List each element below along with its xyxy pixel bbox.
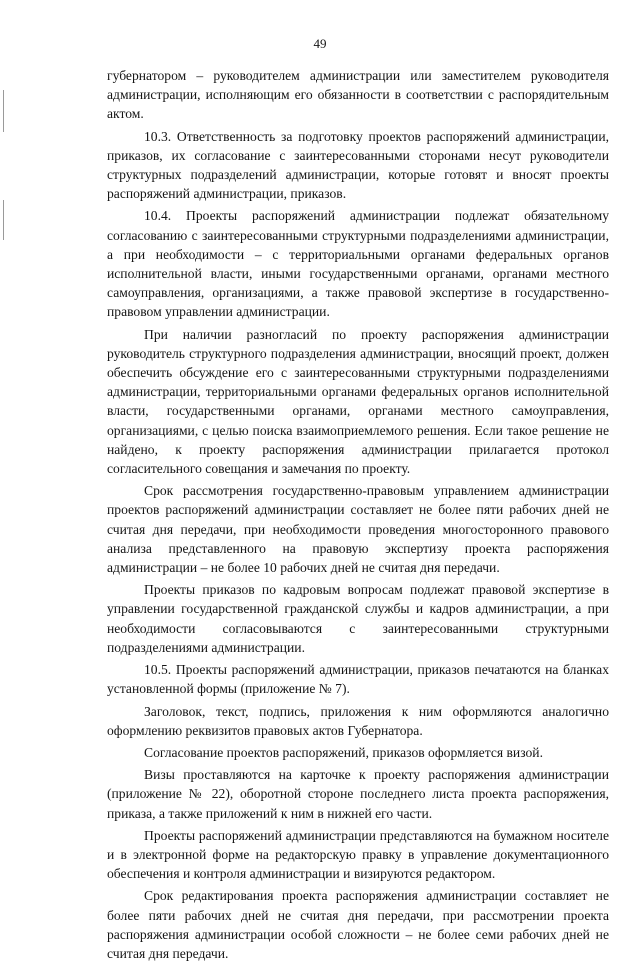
page-number: 49: [313, 36, 327, 51]
paragraph: Заголовок, текст, подпись, приложения к ним оформляются аналогично оформлению реквизитов правовых актов Губернатора.: [107, 703, 609, 738]
paragraph: Проекты приказов по кадровым вопросам подлежат правовой экспертизе в управлении государственной гражданской службы и кадров администрации, а при необходимости согласовываются с заинтересованными структурными подразделениями администрации.: [107, 582, 609, 655]
paragraph: Срок редактирования проекта распоряжения администрации составляет не более пяти рабочих дней не считая дня передачи, при рассмотрении проекта распоряжения администрации особой сложности – не более семи рабочих дней не считая дня передачи.: [107, 888, 609, 961]
paragraph: 10.5. Проекты распоряжений администрации, приказов печатаются на бланках установленной формы (приложение № 7).: [107, 662, 609, 697]
paragraph: Визы проставляются на карточке к проекту распоряжения администрации (приложение № 22), оборотной стороне последнего листа проекта распоряжения, приказа, а также приложений к ним в нижней его части.: [107, 767, 609, 821]
paragraph: Согласование проектов распоряжений, приказов оформляется визой.: [144, 744, 543, 760]
paragraph: Проекты распоряжений администрации представляются на бумажном носителе и в электронной форме на редакторскую правку в управление документационного обеспечения и контроля администрации и визируются редактором.: [107, 827, 609, 882]
paragraph: 10.3. Ответственность за подготовку проектов распоряжений администрации, приказов, их согласование с заинтересованными сторонами несут руководители структурных подразделений администрации, которые готовят и вносят проекты распоряжений администрации, приказов.: [107, 128, 609, 202]
paragraph: 10.4. Проекты распоряжений администрации подлежат обязательному согласованию с заинтересованными структурными подразделениями администрации, а при необходимости – с территориальными органами федеральных органов исполнительной власти, иными государственными органами, органами местного самоуправления, организациями, а также правовой экспертизе в государственно-правовом управлении администрации.: [107, 208, 609, 320]
scan-edge-mark: [3, 200, 4, 240]
paragraph: губернатором – руководителем администрации или заместителем руководителя администрации, исполняющим его обязанности в соответствии с распорядительным актом.: [107, 68, 609, 122]
scan-edge-mark: [3, 90, 4, 132]
document-body: [107, 66, 609, 966]
paragraph: При наличии разногласий по проекту распоряжения администрации руководитель структурного подразделения администрации, вносящий проект, должен обеспечить обсуждение его с заинтересованными структурными подразделениями администрации, территориальными органами федеральных органов исполнительной власти, государственными органами, органами местного самоуправления, организациями, с целью поиска взаимоприемлемого решения. Если такое решение не найдено, к проекту распоряжения администрации прилагается протокол согласительного совещания и замечания по проекту.: [107, 326, 609, 477]
paragraph: Срок рассмотрения государственно-правовым управлением администрации проектов распоряжений администрации составляет не более пяти рабочих дней не считая дня передачи, при необходимости проведения многосторонного правового анализа представленного на правовую экспертизу проекта распоряжения администрации – не более 10 рабочих дней не считая дня передачи.: [107, 483, 609, 576]
